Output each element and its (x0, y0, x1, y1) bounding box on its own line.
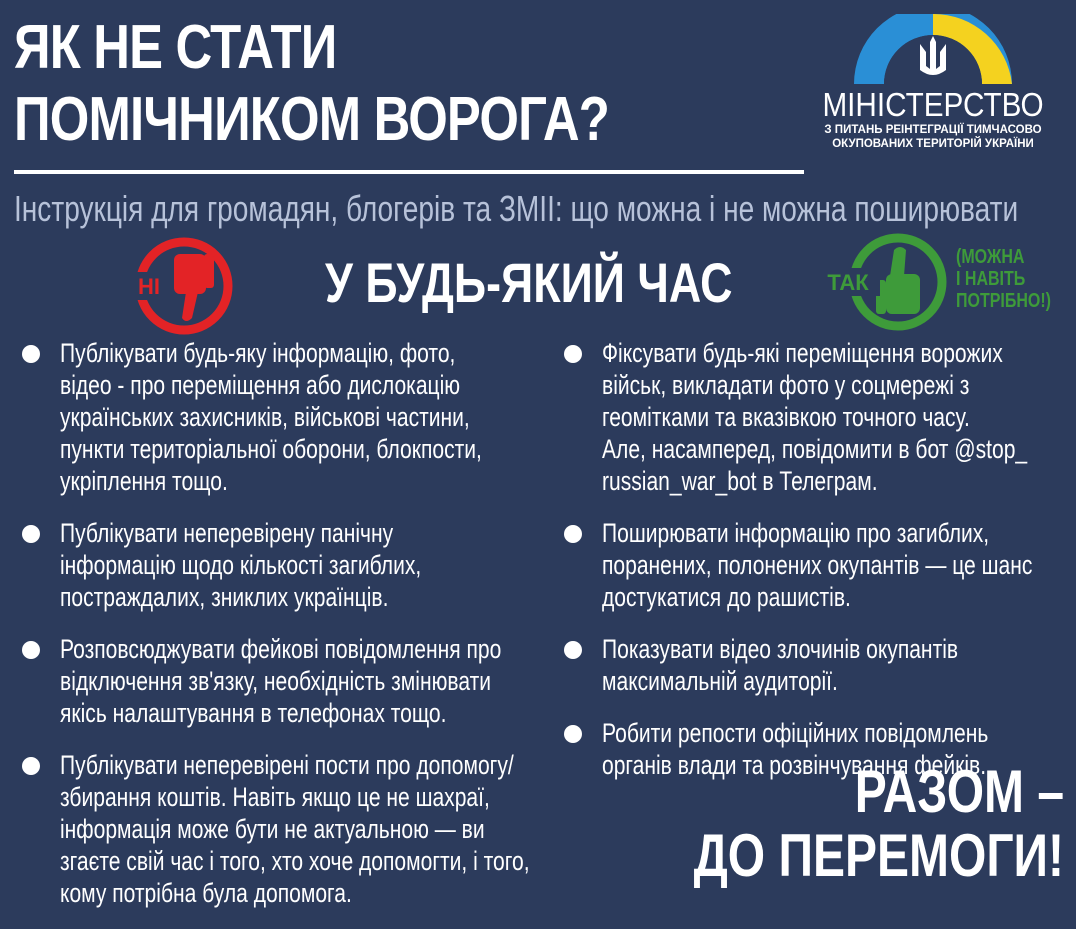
title-divider (14, 170, 804, 174)
bullet (22, 525, 40, 543)
list-item (20, 633, 540, 729)
list-item (562, 633, 1062, 697)
yes-label: ТАК (827, 270, 869, 295)
list-item-text: Публікувати будь-яку інформацію, фото, відео - про переміщення або дислокацію українських захисників, військові частини, пункти територіальної оборони, блокпости, укріплення тощо. (60, 338, 482, 496)
page-title (14, 12, 609, 156)
list-item-text: Фіксувати будь-які переміщення ворожих військ, викладати фото у соцмережі з геомітками та вказівкою точного часу. Але, насамперед, повідомити в бот @stop_ russian_war_bot в Телеграм. (602, 338, 1028, 496)
list-item (20, 337, 540, 497)
bullet (22, 757, 40, 775)
list-item (562, 337, 1062, 497)
no-badge (128, 236, 238, 336)
ministry-subtitle-1: З ПИТАНЬ РЕІНТЕГРАЦІЇ ТИМЧАСОВО (824, 124, 1042, 136)
list-item-text: Публікувати неперевірену панічну інформацію щодо кількості загиблих, постраждалих, зниклих українців. (60, 518, 422, 612)
trident-emblem-icon (844, 14, 1022, 84)
title-line-1: ЯК НЕ СТАТИ (14, 13, 337, 82)
do-list (562, 337, 1062, 801)
dont-list (20, 337, 540, 929)
no-label: НІ (138, 274, 160, 299)
list-item-text: Розповсюджувати фейкові повідомлення про відключення зв'язку, необхідність змінювати якісь налаштування в телефонах тощо. (60, 634, 502, 728)
section-heading: У БУДЬ-ЯКИЙ ЧАС (325, 251, 733, 314)
slogan-line-2: ДО ПЕРЕМОГИ! (693, 822, 1064, 889)
bullet (564, 345, 582, 363)
list-item-text: Робити репости офіційних повідомлень органів влади та розвінчування фейків. (602, 718, 989, 780)
bullet (22, 641, 40, 659)
list-item-text: Показувати відео злочинів окупантів максимальній аудиторії. (602, 634, 959, 696)
ministry-logo (808, 14, 1058, 154)
list-item (20, 517, 540, 613)
yes-note-line-3: ПОТРІБНО!) (956, 290, 1051, 312)
yes-note-line-2: І НАВІТЬ (956, 268, 1026, 290)
bullet (564, 641, 582, 659)
ministry-name: МІНІСТЕРСТВО (822, 86, 1044, 123)
yes-note (956, 246, 1051, 312)
subtitle: Інструкція для громадян, блогерів та ЗМІІ: що можна і не можна поширювати (14, 188, 1019, 229)
bullet (564, 725, 582, 743)
thumbs-down-icon (174, 254, 214, 321)
bullet (22, 345, 40, 363)
yes-note-line-1: (МОЖНА (956, 246, 1025, 268)
slogan (694, 760, 1064, 888)
title-line-2: ПОМІЧНИКОМ ВОРОГА? (14, 85, 609, 154)
yes-badge (818, 232, 948, 332)
list-item-text: Публікувати неперевірені пости про допомогу/ збирання коштів. Навіть якщо це не шахраї, інформація може бути не актуальною — ви згаєте свій час і того, хто хоче допомогти, і того, кому потрібна була допомога. (60, 750, 530, 908)
slogan-line-1: РАЗОМ – (854, 758, 1064, 825)
bullet (564, 525, 582, 543)
list-item (20, 749, 540, 909)
list-item (562, 517, 1062, 613)
ministry-subtitle-2: ОКУПОВАНИХ ТЕРИТОРІЙ УКРАЇНИ (832, 138, 1034, 150)
thumbs-up-icon (876, 247, 920, 314)
list-item-text: Поширювати інформацію про загиблих, поранених, полонених окупантів — це шанс достукатися до рашистів. (602, 518, 1033, 612)
